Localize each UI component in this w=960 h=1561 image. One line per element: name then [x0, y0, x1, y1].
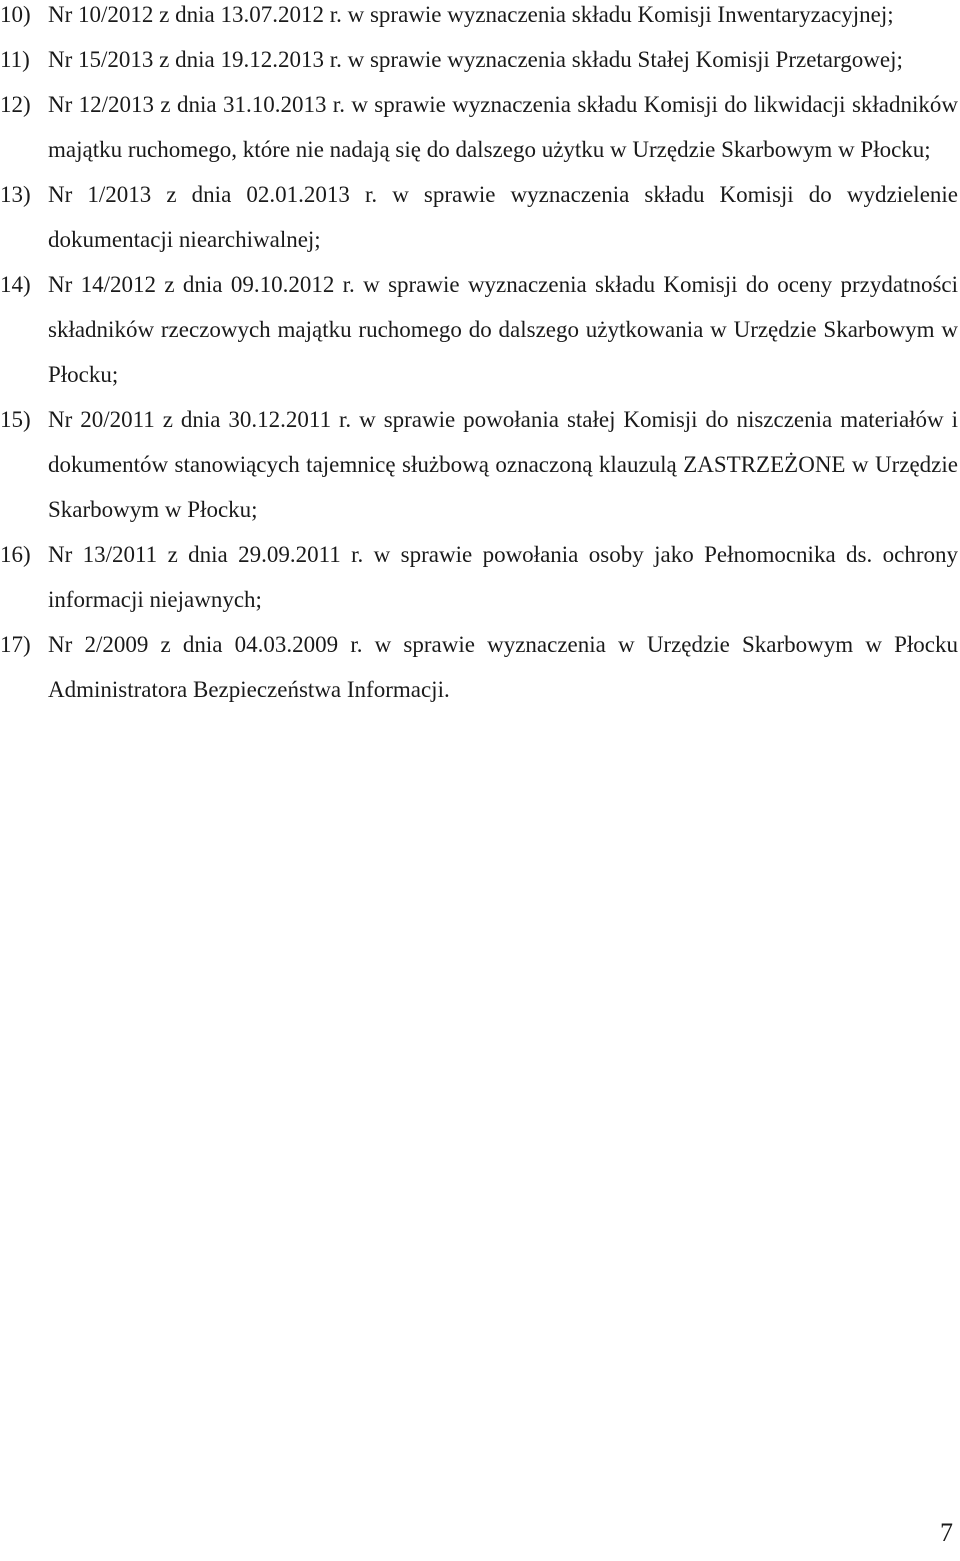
list-item-number: 11): [0, 47, 30, 72]
list-item-text: Nr 15/2013 z dnia 19.12.2013 r. w sprawie wyznaczenia składu Stałej Komisji Przetargowej;: [48, 47, 903, 72]
list-item: [0, 37, 958, 82]
list-item-number: 15): [0, 407, 31, 432]
list-item: [0, 82, 958, 172]
ordinance-list: [0, 0, 958, 712]
page-number: 7: [940, 1518, 953, 1547]
list-item-number: 13): [0, 182, 31, 207]
list-item: [0, 532, 958, 622]
list-item-number: 12): [0, 92, 31, 117]
list-item-number: 17): [0, 632, 31, 657]
list-item-text: Nr 20/2011 z dnia 30.12.2011 r. w sprawie powołania stałej Komisji do niszczenia materiałów i dokumentów stanowiących tajemnicę służbową oznaczoną klauzulą ZASTRZEŻONE w Urzędzie Skarbowym w Płocku;: [48, 407, 958, 522]
list-item-text: Nr 2/2009 z dnia 04.03.2009 r. w sprawie wyznaczenia w Urzędzie Skarbowym w Płocku Administratora Bezpieczeństwa Informacji.: [48, 632, 958, 702]
list-item: [0, 262, 958, 397]
list-item-number: 16): [0, 542, 31, 567]
list-item: [0, 172, 958, 262]
list-item-text: Nr 10/2012 z dnia 13.07.2012 r. w sprawie wyznaczenia składu Komisji Inwentaryzacyjnej;: [48, 2, 894, 27]
list-item: [0, 397, 958, 532]
list-item-text: Nr 13/2011 z dnia 29.09.2011 r. w sprawie powołania osoby jako Pełnomocnika ds. ochrony informacji niejawnych;: [48, 542, 958, 612]
list-item: [0, 622, 958, 712]
list-item-text: Nr 14/2012 z dnia 09.10.2012 r. w sprawie wyznaczenia składu Komisji do oceny przydatności składników rzeczowych majątku ruchomego do dalszego użytkowania w Urzędzie Skarbowym w Płocku;: [48, 272, 958, 387]
list-item-text: Nr 12/2013 z dnia 31.10.2013 r. w sprawie wyznaczenia składu Komisji do likwidacji składników majątku ruchomego, które nie nadają się do dalszego użytku w Urzędzie Skarbowym w Płocku;: [48, 92, 958, 162]
list-item-number: 10): [0, 2, 31, 27]
list-item: [0, 0, 958, 37]
list-item-text: Nr 1/2013 z dnia 02.01.2013 r. w sprawie wyznaczenia składu Komisji do wydzielenie dokumentacji niearchiwalnej;: [48, 182, 958, 252]
list-item-number: 14): [0, 272, 31, 297]
